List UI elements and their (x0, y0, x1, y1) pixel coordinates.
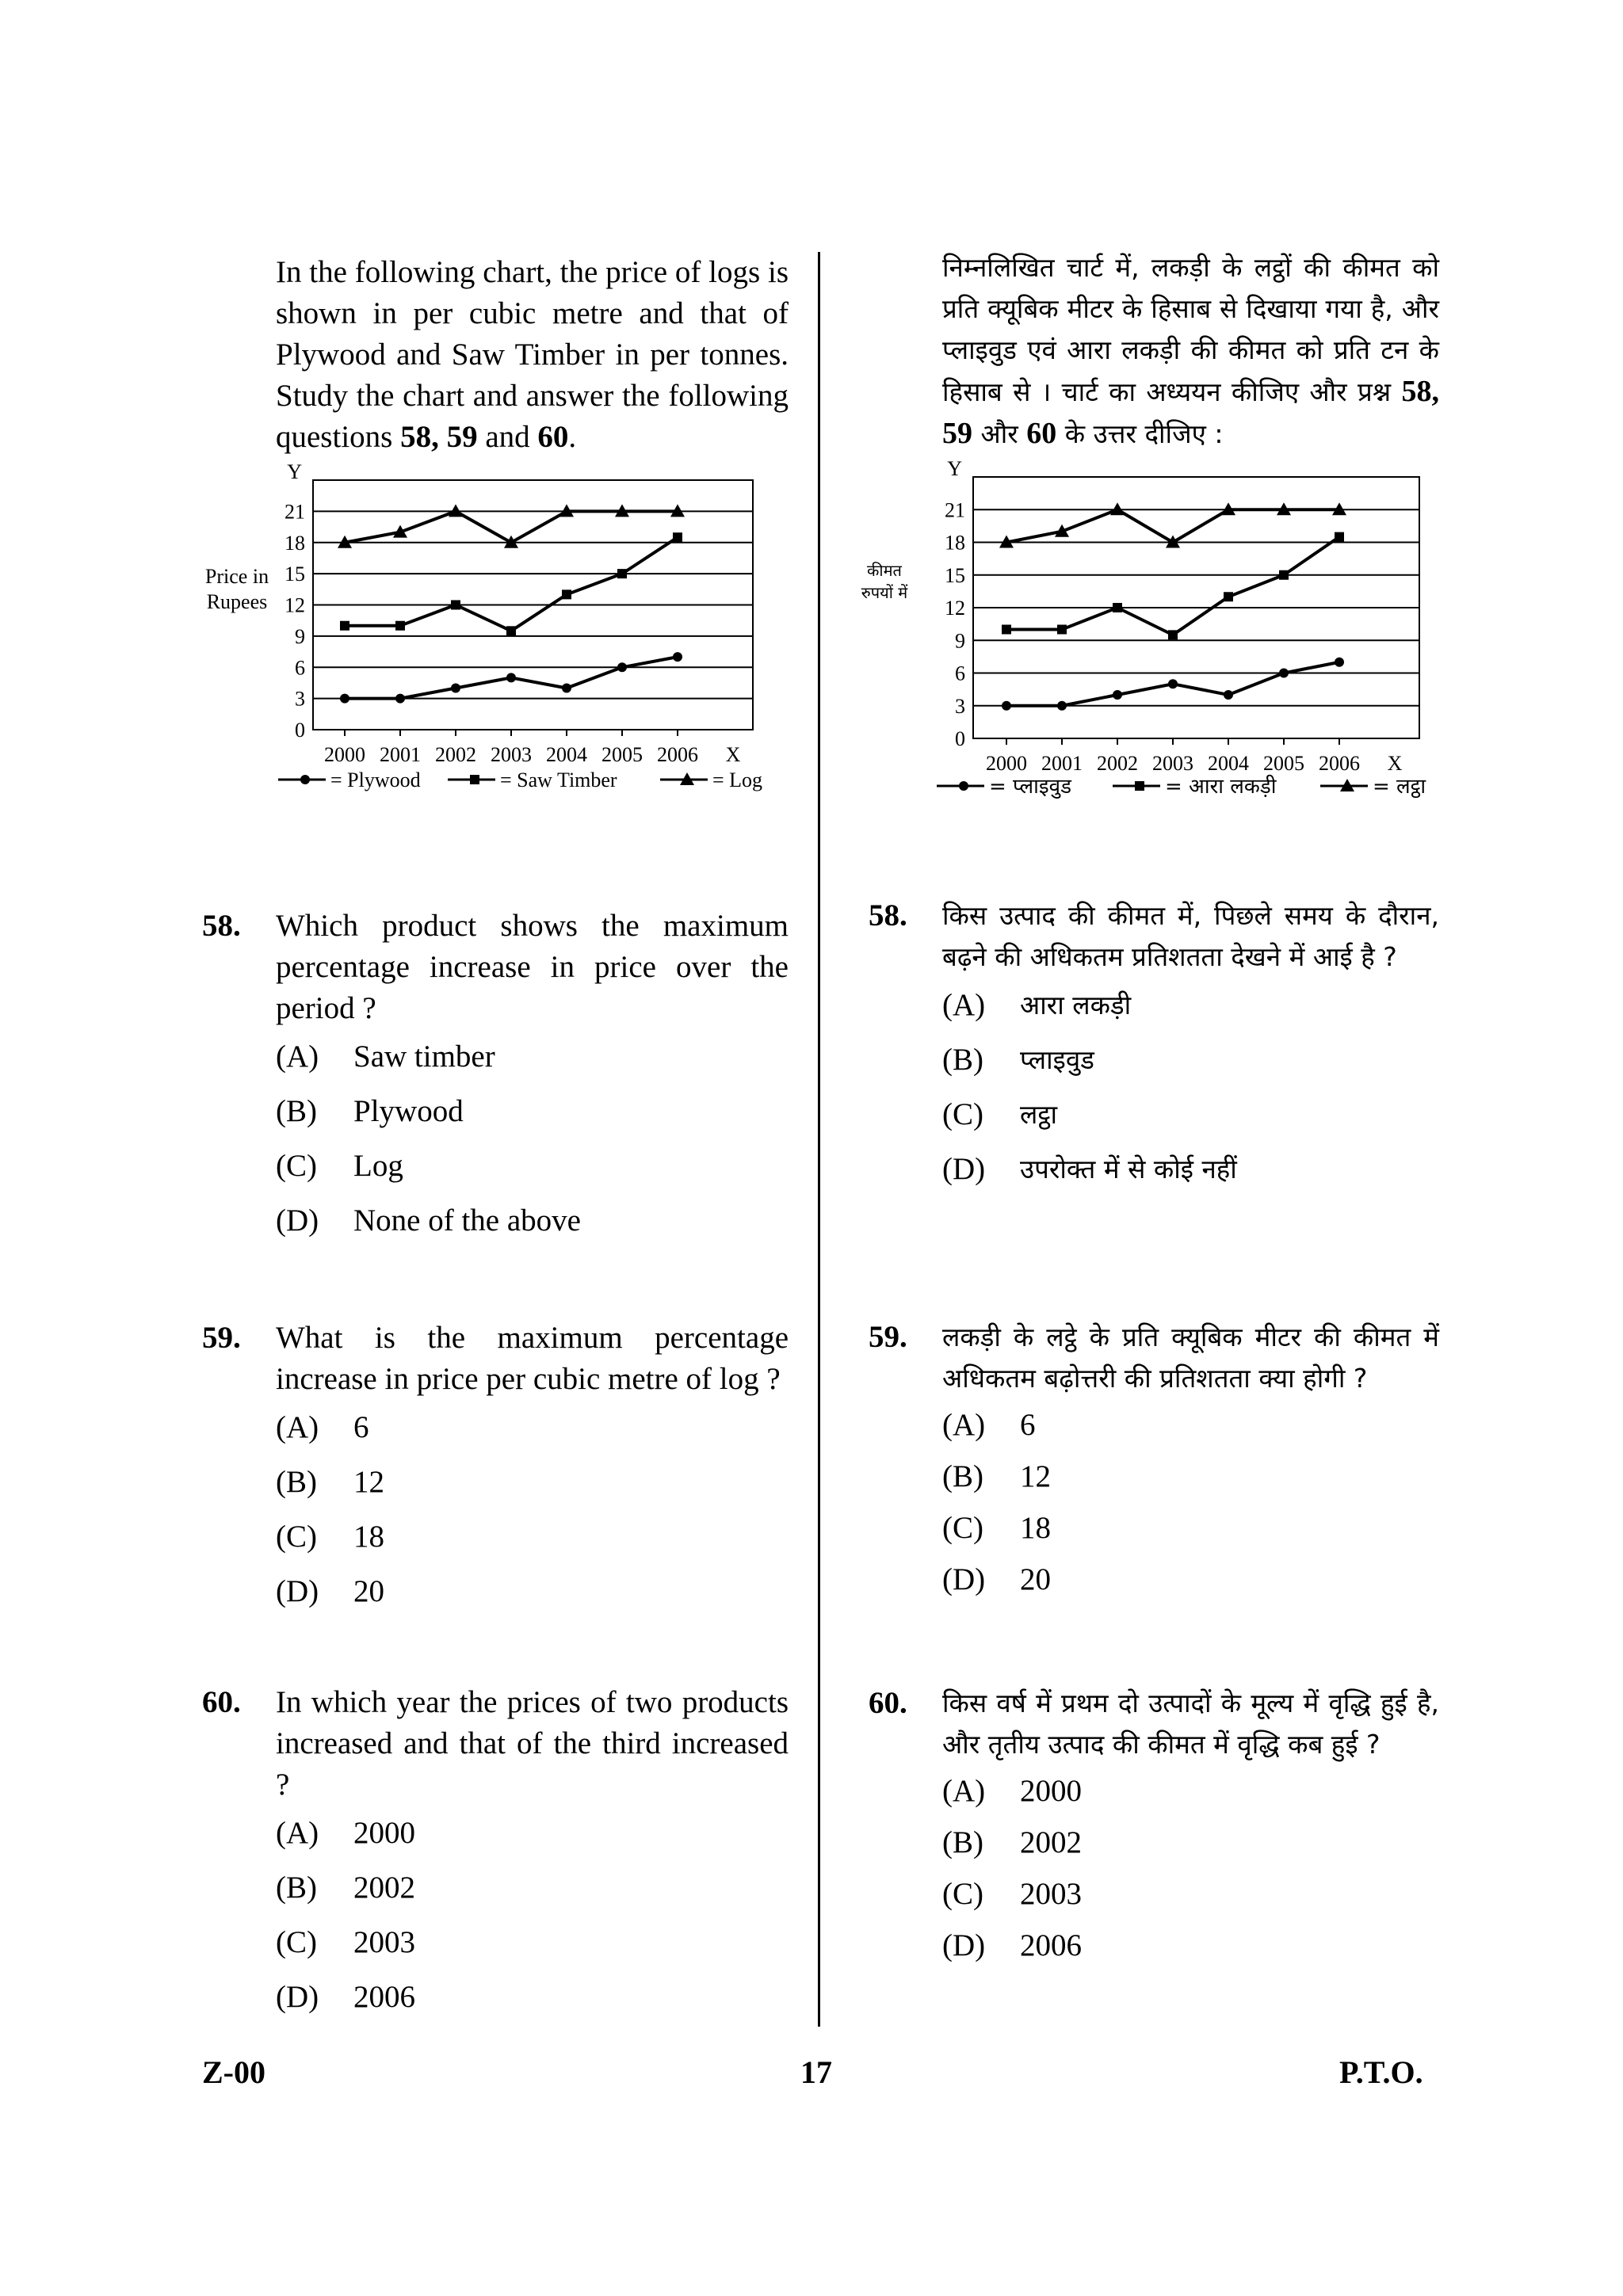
question-number: 58. (202, 909, 241, 943)
x-tick-label: 2005 (601, 743, 643, 766)
data-point-saw-timber (1168, 630, 1178, 639)
price-chart-hindi (861, 461, 1439, 806)
option-d: (D) 2006 (942, 1928, 1082, 1962)
data-point-saw-timber (395, 621, 405, 631)
data-point-saw-timber (1002, 625, 1011, 635)
x-tick-label: 2001 (380, 743, 421, 766)
data-point-plywood (1224, 690, 1233, 700)
column-divider (818, 252, 820, 2027)
data-point-plywood (340, 694, 349, 704)
legend-marker (300, 775, 310, 784)
legend-marker (470, 775, 479, 784)
x-tick-label: 2005 (1263, 752, 1304, 775)
option-d: (D) 20 (942, 1562, 1051, 1596)
y-tick-label: 9 (955, 629, 965, 653)
y-tick-label: 0 (955, 727, 965, 750)
hindi-column (861, 247, 1439, 1962)
question-60-hindi: 60. किस वर्ष में प्रथम दो उत्पादों के मूल्य में वृद्धि हुई है, और तृतीय उत्पाद की कीमत में वृद्धि कब हुई ? (A) 2000 (B) 2002 (C) 2003 (D) 2006 (869, 1683, 1439, 1971)
data-point-plywood (1057, 701, 1067, 711)
data-point-plywood (1335, 658, 1344, 667)
question-59 (202, 1318, 789, 1619)
y-axis-label: Price in (204, 565, 269, 588)
x-tick-label: 2006 (657, 743, 698, 766)
legend-marker (959, 781, 968, 791)
option-a: (A) Saw timber (276, 1039, 495, 1074)
x-tick-label: 2004 (1208, 752, 1249, 775)
data-point-saw-timber (617, 569, 627, 578)
x-tick-label: 2002 (1097, 752, 1138, 775)
intro-paragraph: In the following chart, the price of logs is shown in per cubic metre and that of Plywood and Saw Timber in per tonnes. Study the chart and answer the following questions 58, 59 and 60. (276, 255, 789, 454)
y-tick-label: 15 (285, 563, 305, 586)
data-point-plywood (562, 684, 571, 693)
question-number: 59. (202, 1321, 241, 1355)
data-point-plywood (1168, 679, 1178, 688)
data-point-plywood (617, 662, 627, 672)
legend-label: = लट्ठा (1373, 775, 1426, 799)
option-b: (B) 12 (942, 1459, 1051, 1493)
x-axis-letter: X (1387, 752, 1403, 775)
y-axis-label: रुपयों में (861, 583, 908, 602)
legend-marker (1135, 781, 1144, 791)
data-point-saw-timber (451, 601, 460, 610)
data-point-plywood (673, 652, 682, 662)
legend-label: = आरा लकड़ी (1165, 775, 1277, 799)
english-column (202, 252, 789, 2014)
y-tick-label: 18 (285, 531, 305, 555)
option-c: (C) 2003 (942, 1877, 1082, 1911)
x-axis-letter: X (725, 743, 741, 766)
y-axis-letter: Y (947, 461, 962, 480)
line-chart-svg (202, 464, 804, 797)
y-tick-label: 21 (285, 500, 305, 524)
question-number: 60. (202, 1685, 241, 1719)
data-point-plywood (451, 684, 460, 693)
series-line-saw-timber (1006, 537, 1339, 635)
y-tick-label: 12 (285, 593, 305, 617)
data-point-saw-timber (340, 621, 349, 631)
option-a: (A) 2000 (942, 1774, 1082, 1808)
question-60 (202, 1682, 789, 2024)
option-b: (B) प्लाइवुड (942, 1043, 1094, 1077)
x-tick-label: 2002 (435, 743, 476, 766)
data-point-saw-timber (673, 532, 682, 542)
option-d: (D) 20 (276, 1574, 384, 1608)
option-c: (C) लट्ठा (942, 1097, 1058, 1131)
data-point-saw-timber (1224, 592, 1233, 601)
x-tick-label: 2000 (986, 752, 1027, 775)
footer-page-number: 17 (800, 2054, 832, 2090)
legend-label: = Plywood (330, 769, 421, 791)
option-a: (A) 2000 (276, 1816, 415, 1850)
footer-code: Z-00 (202, 2054, 265, 2090)
option-d: (D) 2006 (276, 1980, 415, 2014)
option-b: (B) 2002 (276, 1871, 415, 1905)
y-tick-label: 3 (295, 687, 305, 711)
data-point-saw-timber (506, 626, 516, 635)
option-d: (D) None of the above (276, 1203, 581, 1238)
x-tick-label: 2000 (324, 743, 365, 766)
line-chart-svg-hindi (861, 461, 1447, 802)
y-axis-label: कीमत (867, 561, 902, 580)
data-point-plywood (506, 673, 516, 682)
question-text: In which year the prices of two products increased and that of the third increased ? (276, 1685, 789, 1802)
y-tick-label: 21 (945, 498, 965, 522)
option-b: (B) 12 (276, 1465, 384, 1499)
y-tick-label: 6 (955, 662, 965, 685)
question-text: What is the maximum percentage increase in price per cubic metre of log ? (276, 1321, 789, 1396)
option-c: (C) 2003 (276, 1925, 415, 1959)
option-b: (B) 2002 (942, 1825, 1082, 1859)
footer-pto: P.T.O. (1339, 2054, 1423, 2090)
legend-label: = Saw Timber (500, 769, 617, 791)
y-tick-label: 15 (945, 563, 965, 587)
question-58-hindi: 58. किस उत्पाद की कीमत में, पिछले समय के दौरान, बढ़ने की अधिकतम प्रतिशतता देखने में आई है ? (A) आरा लकड़ी (B) प्लाइवुड (C) लट्ठा (D) उपरोक्त में से कोई नहीं (869, 895, 1439, 1196)
y-axis-letter: Y (287, 464, 302, 483)
y-tick-label: 9 (295, 624, 305, 648)
data-point-saw-timber (1279, 570, 1289, 580)
data-point-saw-timber (1335, 532, 1344, 542)
x-tick-label: 2001 (1041, 752, 1083, 775)
data-point-saw-timber (1113, 603, 1122, 612)
x-tick-label: 2003 (1152, 752, 1193, 775)
question-58 (202, 906, 789, 1248)
option-a: (A) 6 (276, 1410, 369, 1444)
y-tick-label: 3 (955, 694, 965, 718)
option-a: (A) 6 (942, 1408, 1036, 1442)
data-point-saw-timber (1057, 625, 1067, 635)
y-tick-label: 12 (945, 597, 965, 620)
legend-label: = Log (712, 769, 763, 791)
data-point-plywood (1279, 669, 1289, 678)
data-point-saw-timber (562, 589, 571, 599)
option-b: (B) Plywood (276, 1094, 464, 1128)
data-point-plywood (1113, 690, 1122, 700)
x-tick-label: 2006 (1319, 752, 1360, 775)
y-axis-label: Rupees (206, 590, 268, 613)
intro-paragraph-hindi: निम्नलिखित चार्ट में, लकड़ी के लट्ठों की कीमत को प्रति क्यूबिक मीटर के हिसाब से दिखाया गया है, और प्लाइवुड एवं आरा लकड़ी की कीमत को प्रति टन के हिसाब से । चार्ट का अध्ययन कीजिए और प्रश्न 58, 59 और 60 के उत्तर दीजिए : (942, 252, 1439, 450)
y-tick-label: 18 (945, 531, 965, 555)
option-c: (C) Log (276, 1149, 403, 1183)
question-59-hindi: 59. लकड़ी के लट्ठे के प्रति क्यूबिक मीटर की कीमत में अधिकतम बढ़ोत्तरी की प्रतिशतता क्या होगी ? (A) 6 (B) 12 (C) 18 (D) 20 (869, 1317, 1439, 1605)
option-c: (C) 18 (942, 1511, 1051, 1545)
data-point-plywood (1002, 701, 1011, 711)
x-tick-label: 2004 (546, 743, 587, 766)
price-chart (202, 464, 789, 801)
y-tick-label: 6 (295, 656, 305, 680)
option-d: (D) उपरोक्त में से कोई नहीं (942, 1152, 1237, 1186)
option-c: (C) 18 (276, 1520, 384, 1554)
question-text: Which product shows the maximum percentage increase in price over the period ? (276, 909, 789, 1025)
legend-label: = प्लाइवुड (989, 775, 1072, 799)
series-line-saw-timber (345, 537, 678, 631)
option-a: (A) आरा लकड़ी (942, 988, 1132, 1022)
x-tick-label: 2003 (491, 743, 532, 766)
data-point-plywood (395, 694, 405, 704)
y-tick-label: 0 (295, 719, 305, 742)
